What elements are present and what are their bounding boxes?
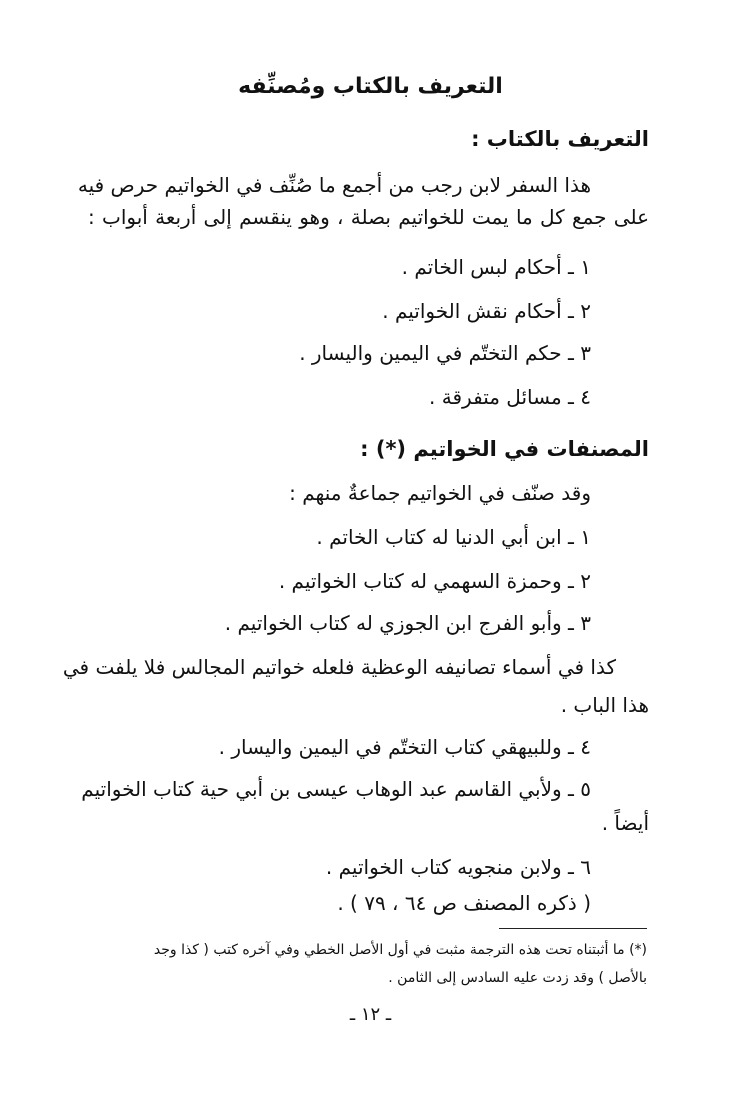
list-item: ٥ ـ ولأبي القاسم عبد الوهاب عيسى بن أبي حية كتاب الخواتيم bbox=[81, 777, 591, 801]
list-item: ٢ ـ أحكام نقش الخواتيم . bbox=[382, 299, 591, 323]
paragraph-line: هذا السفر لابن رجب من أجمع ما صُنِّف في الخواتيم حرص فيه bbox=[77, 173, 591, 197]
list-item: ٦ ـ ولابن منجويه كتاب الخواتيم . bbox=[325, 855, 591, 879]
footnote-line: (*) ما أثبتناه تحت هذه الترجمة مثبت في أول الأصل الخطي وفي آخره كتب ( كذا وجد bbox=[153, 942, 647, 958]
page-title: التعريف بالكتاب ومُصنِّفه bbox=[238, 74, 503, 99]
list-item: ٣ ـ حكم التختّم في اليمين واليسار . bbox=[299, 341, 591, 365]
section-heading-about-book: التعريف بالكتاب : bbox=[471, 127, 649, 151]
list-item: ١ ـ ابن أبي الدنيا له كتاب الخاتم . bbox=[316, 525, 591, 549]
list-item: ٤ ـ مسائل متفرقة . bbox=[429, 385, 591, 409]
paragraph-line: وقد صنّف في الخواتيم جماعةٌ منهم : bbox=[289, 481, 591, 505]
list-item: ١ ـ أحكام لبس الخاتم . bbox=[401, 255, 591, 279]
note-line: هذا الباب . bbox=[560, 693, 649, 717]
reference-note: ( ذكره المصنف ص ٦٤ ، ٧٩ ) . bbox=[337, 891, 591, 915]
list-item: ٣ ـ وأبو الفرج ابن الجوزي له كتاب الخواتيم . bbox=[224, 611, 591, 635]
page-number: ـ ١٢ ـ bbox=[349, 1004, 392, 1025]
footnote-line: بالأصل ) وقد زدت عليه السادس إلى الثامن . bbox=[388, 970, 647, 986]
list-item: ٢ ـ وحمزة السهمي له كتاب الخواتيم . bbox=[278, 569, 591, 593]
paragraph-line: على جمع كل ما يمت للخواتيم بصلة ، وهو ينقسم إلى أربعة أبواب : bbox=[88, 205, 649, 229]
list-item-continuation: أيضاً . bbox=[601, 811, 649, 835]
footnote-divider bbox=[499, 928, 647, 929]
list-item: ٤ ـ وللبيهقي كتاب التختّم في اليمين واليسار . bbox=[218, 735, 591, 759]
note-line: كذا في أسماء تصانيفه الوعظية فلعله خواتيم المجالس فلا يلفت في bbox=[62, 655, 616, 679]
section-heading-works: المصنفات في الخواتيم (*) : bbox=[360, 437, 649, 461]
